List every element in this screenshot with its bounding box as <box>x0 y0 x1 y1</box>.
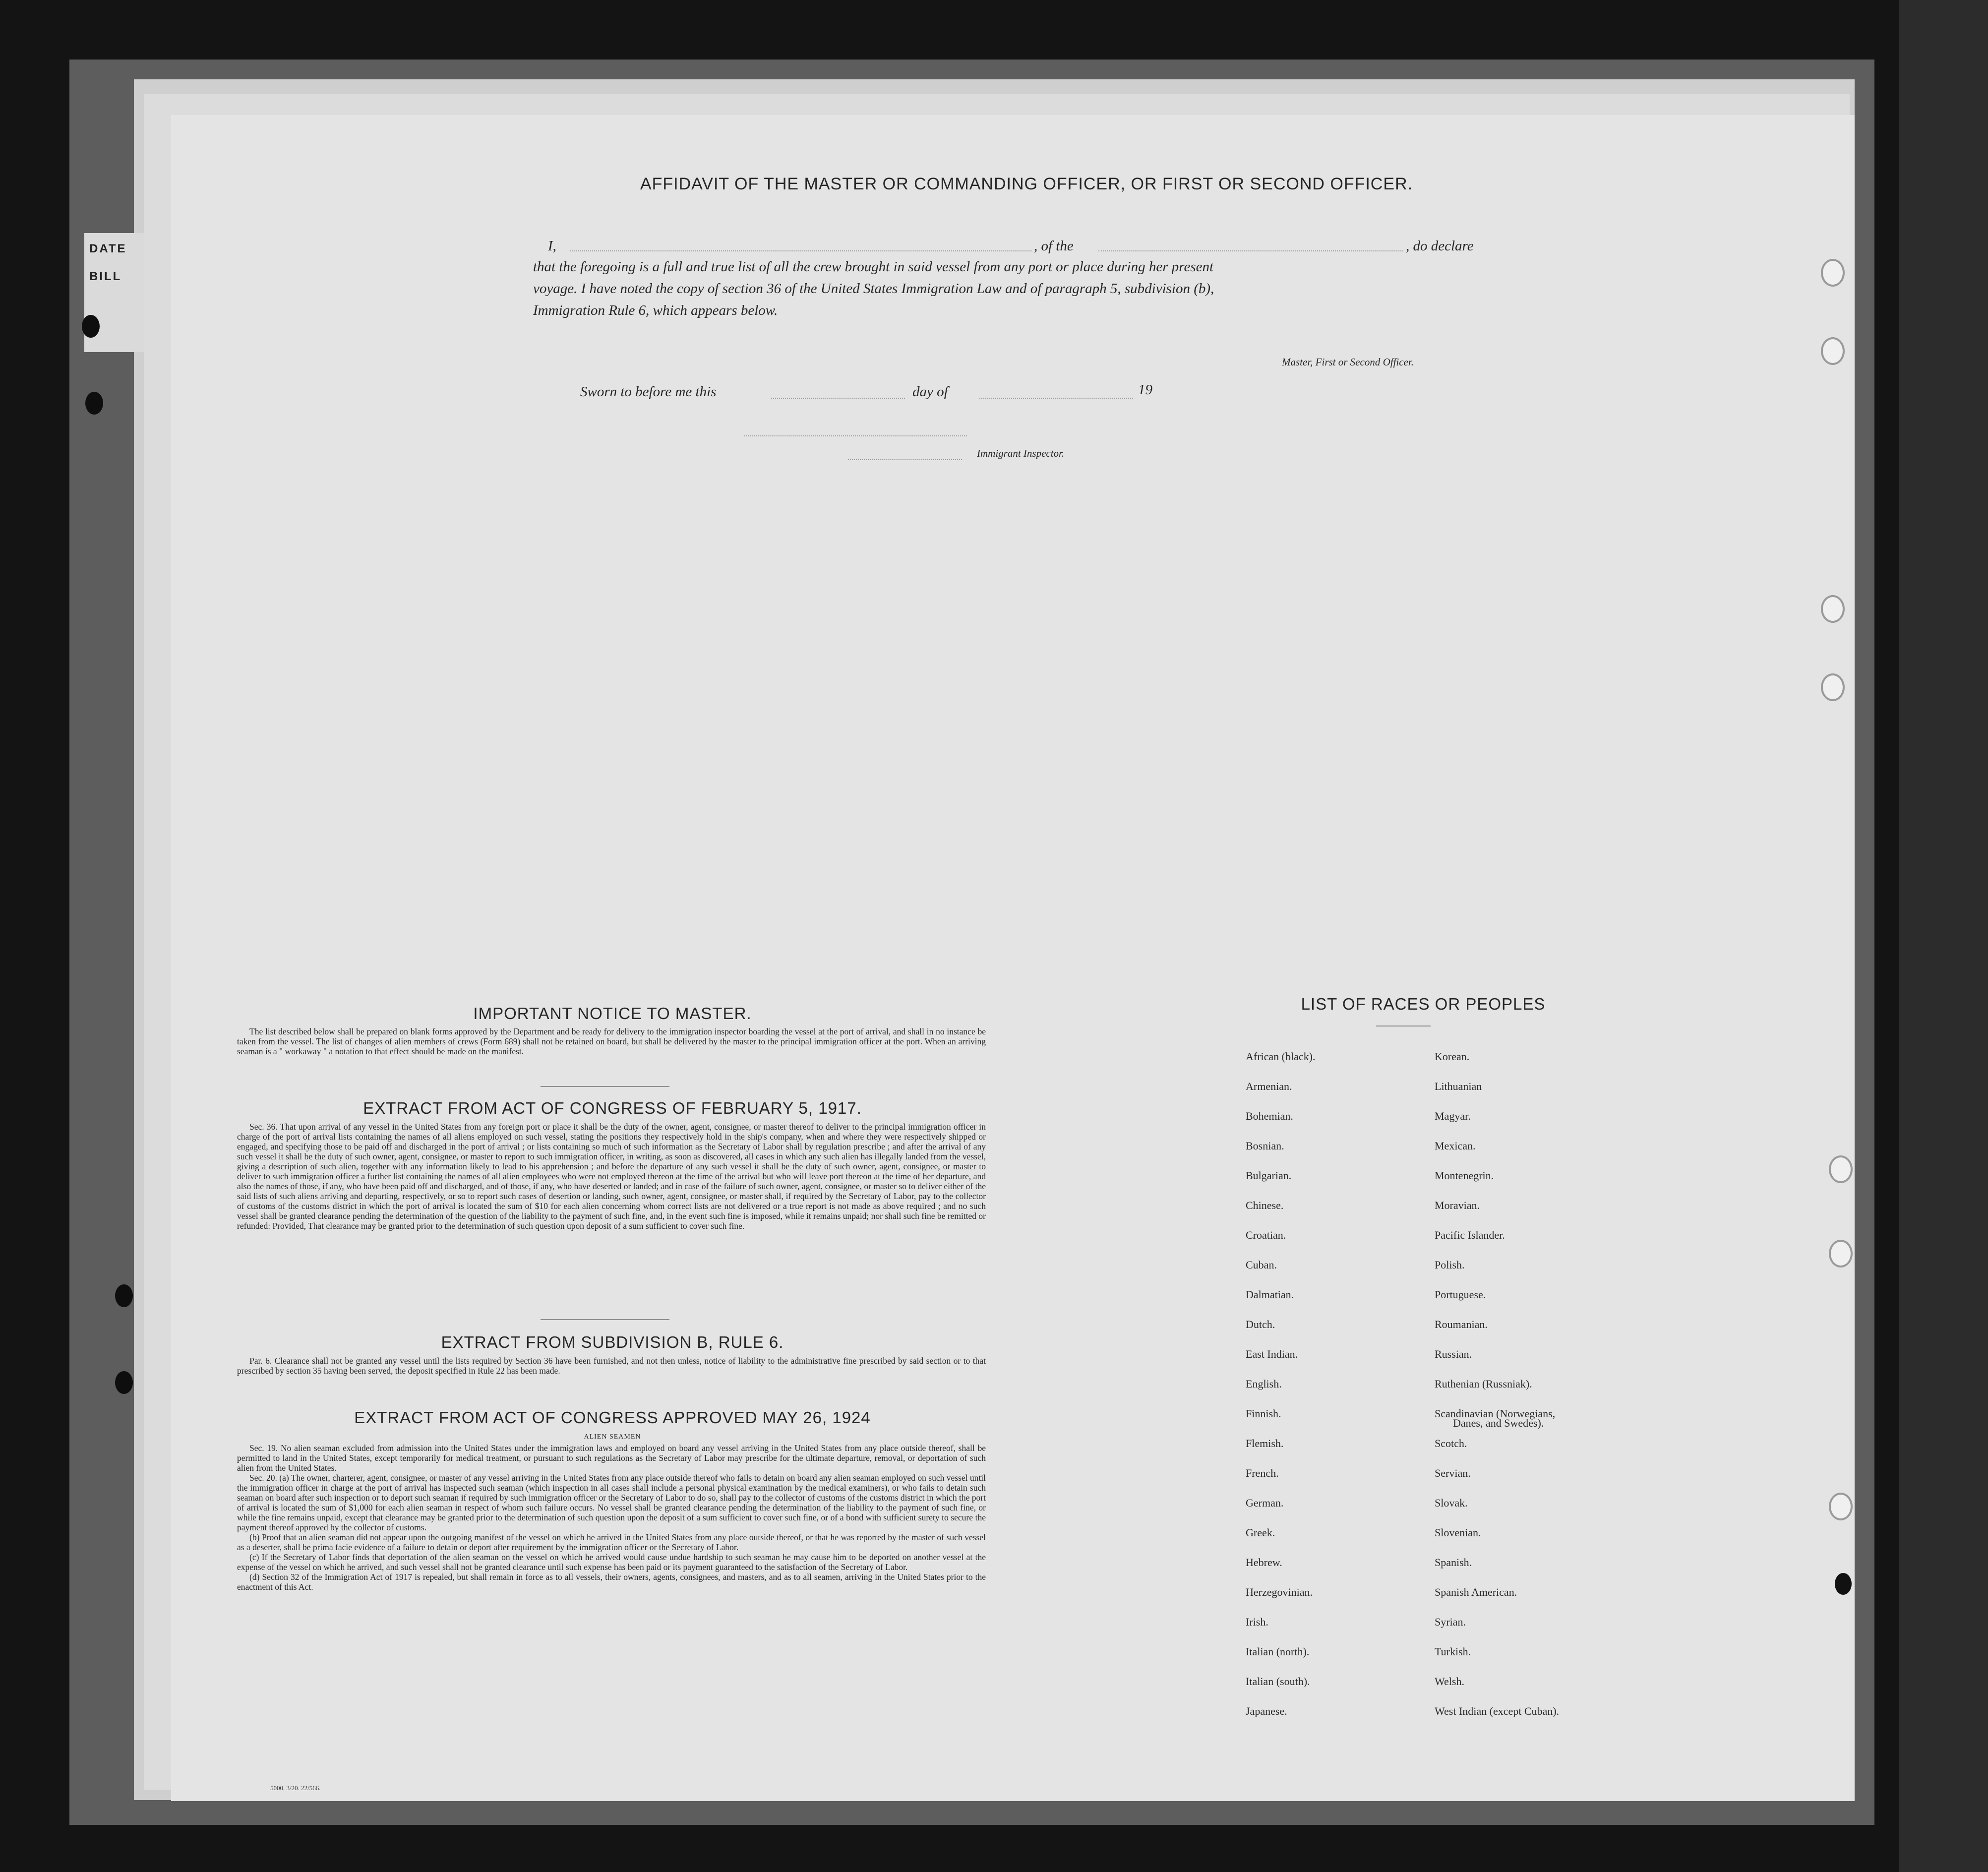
par-6-body: Par. 6. Clearance shall not be granted any vessel until the lists required by Section 36 have been furnished, and not then unless, notice of liability to the administrative fine prescribed by said section or to that prescribed by section 35 having been served, the deposit specified in Rule 22 has been made. <box>237 1356 986 1376</box>
sec-20c-body: (c) If the Secretary of Labor finds that deportation of the alien seaman on the vessel on which he arrived would cause undue hardship to such seaman he may cause him to be deported on another vessel at the expense of the vessel on which he arrived, and such vessel shall not be granted clearance until such expense has been paid or its payment guaranteed to the satisfaction of the Secretary of Labor. <box>237 1552 986 1572</box>
race-entry: English. <box>1246 1378 1282 1390</box>
race-entry: Magyar. <box>1435 1110 1471 1122</box>
race-entry: Servian. <box>1435 1467 1471 1479</box>
race-entry: Moravian. <box>1435 1199 1480 1211</box>
sworn-day-field <box>771 398 905 399</box>
affidavit-line-3: voyage. I have noted the copy of section 36 of the United States Immigration Law and of paragraph 5, subdivision (b), <box>533 281 1214 297</box>
form-code: 5000. 3/20. 22/566. <box>270 1784 321 1792</box>
race-entry: Scandinavian (Norwegians, <box>1435 1407 1556 1420</box>
race-entry: German. <box>1246 1497 1284 1509</box>
section-divider <box>541 1086 669 1087</box>
scanner-edge <box>1899 0 1988 1872</box>
race-entry: Mexican. <box>1435 1140 1476 1152</box>
binder-hole <box>115 1284 133 1307</box>
race-entry: Montenegrin. <box>1435 1169 1494 1182</box>
sec-19-body: Sec. 19. No alien seaman excluded from admission into the United States under the immigration laws and employed on board any vessel arriving in the United States from any place outside thereof, shall be permitted to land in the United States, except temporarily for medical treatment, or pursuant to such regulations as the Secretary of Labor may prescribe for the ultimate departure, removal, or deportation of such alien from the United States. <box>237 1443 986 1473</box>
race-entry: Italian (south). <box>1246 1675 1310 1688</box>
race-entry: Spanish. <box>1435 1556 1472 1569</box>
race-entry: East Indian. <box>1246 1348 1298 1360</box>
race-entry: Japanese. <box>1246 1705 1287 1717</box>
race-entry: Turkish. <box>1435 1645 1471 1658</box>
punch-hole <box>1835 1573 1852 1595</box>
inspector-label: Immigrant Inspector. <box>977 447 1065 459</box>
race-entry: Bosnian. <box>1246 1140 1284 1152</box>
extract-rule6-title: EXTRACT FROM SUBDIVISION B, RULE 6. <box>441 1333 784 1351</box>
race-entry: Cuban. <box>1246 1259 1277 1271</box>
race-entry: Croatian. <box>1246 1229 1286 1241</box>
race-continuation: Danes, and Swedes). <box>1453 1417 1544 1429</box>
extract-rule6-text <box>237 1356 986 1376</box>
race-entry: Herzegovinian. <box>1246 1586 1313 1598</box>
race-entry: Scotch. <box>1435 1437 1467 1449</box>
race-entry: Polish. <box>1435 1259 1465 1271</box>
punch-hole <box>1829 1240 1853 1268</box>
race-entry: Portuguese. <box>1435 1288 1486 1301</box>
race-entry: Ruthenian (Russniak). <box>1435 1378 1532 1390</box>
race-entry: Dutch. <box>1246 1318 1275 1330</box>
punch-hole <box>1821 337 1845 365</box>
punch-hole <box>1821 259 1845 287</box>
race-entry: Hebrew. <box>1246 1556 1282 1569</box>
extract-1924-title: EXTRACT FROM ACT OF CONGRESS APPROVED MAY 26, 1924 <box>354 1408 871 1427</box>
punch-hole <box>1829 1493 1853 1520</box>
inspector-signature-field <box>744 435 967 436</box>
inspector-signature-field-2 <box>848 459 962 460</box>
affidavit-i: I, <box>548 238 556 254</box>
extract-1924-text <box>237 1443 986 1592</box>
binder-hole <box>115 1371 133 1394</box>
affidavit-line-2: that the foregoing is a full and true list of all the crew brought in said vessel from any port or place during her present <box>533 259 1214 275</box>
race-entry: Chinese. <box>1246 1199 1284 1211</box>
race-entry: Roumanian. <box>1435 1318 1488 1330</box>
race-entry: African (black). <box>1246 1050 1316 1063</box>
sec-20d-body: (d) Section 32 of the Immigration Act of 1917 is repealed, but shall remain in force as to all vessels, their owners, agents, consignees, and masters, and as to all seamen, arriving in the United States prior to the enactment of this Act. <box>237 1572 986 1592</box>
binder-hole <box>85 392 103 415</box>
signature-label: Master, First or Second Officer. <box>1282 356 1414 368</box>
year-prefix: 19 <box>1138 382 1152 398</box>
punch-hole <box>1829 1155 1853 1183</box>
stub-date: DATE <box>89 242 127 255</box>
stub-bill: BILL <box>89 270 122 283</box>
alien-seamen-subtitle: ALIEN SEAMEN <box>584 1433 641 1441</box>
race-entry: Pacific Islander. <box>1435 1229 1505 1241</box>
race-entry: Spanish American. <box>1435 1586 1517 1598</box>
affidavit-declare: , do declare <box>1406 238 1474 254</box>
section-divider <box>541 1319 669 1320</box>
sec-20a-body: Sec. 20. (a) The owner, charterer, agent, consignee, or master of any vessel arriving in the United States from any place outside thereof who fails to detain on board any alien seaman employed on such vessel until the immigration officer in charge at the port of arrival has inspected such seaman (which inspection in all cases shall include a personal physical examination by the medical examiners), or who fails to detain such seaman on board after such inspection or to deport such seaman if required by such immigration officer or the Secretary of Labor to do so, shall pay to the collector of customs of the customs district in which the port of arrival is located the sum of $1,000 for each alien seaman in respect of whom such failure occurs. No vessel shall be granted clearance pending the determination of the liability to the payment of such fine, or while the fine remains unpaid, except that clearance may be granted prior to the determination of such question upon the deposit of a sum sufficient to cover such fine, or of a bond with sufficient surety to secure the payment thereof approved by the collector of customs. <box>237 1473 986 1532</box>
affidavit-title: AFFIDAVIT OF THE MASTER OR COMMANDING OFFICER, OR FIRST OR SECOND OFFICER. <box>640 175 1413 193</box>
race-entry: Armenian. <box>1246 1080 1292 1092</box>
race-entry: Slovak. <box>1435 1497 1468 1509</box>
extract-1917-text <box>237 1122 986 1231</box>
sec-20b-body: (b) Proof that an alien seaman did not appear upon the outgoing manifest of the vessel on which he arrived in the United States from any place outside thereof, or that he was reported by the master of such vessel as a deserter, shall be prima facie evidence of a failure to detain or deport after requirement by the immigration officer or the Secretary of Labor. <box>237 1532 986 1552</box>
notice-body: The list described below shall be prepared on blank forms approved by the Department and be ready for delivery to the immigration inspector boarding the vessel at the port of arrival, and shall in no instance be taken from the vessel. The list of changes of alien members of crews (Form 689) shall not be retained on board, but shall be delivered by the master to the principal immigration officer at the port. When an arriving seaman is a " workaway " a notation to that effect should be made on the manifest. <box>237 1027 986 1056</box>
race-entry: Dalmatian. <box>1246 1288 1294 1301</box>
binder-hole <box>82 315 100 338</box>
vessel-name-field <box>1098 250 1403 251</box>
race-entry: Greek. <box>1246 1526 1275 1539</box>
sec-36-body: Sec. 36. That upon arrival of any vessel in the United States from any foreign port or place it shall be the duty of the owner, agent, consignee, or master thereof to deliver to the principal immigration officer in charge of the port of arrival lists containing the names of all aliens employed on such vessel, stating the positions they respectively hold in the ship's company, when and where they were respectively shipped or engaged, and specifying those to be paid off and discharged in the port of arrival ; or lists containing so much of such information as the Secretary of Labor shall by regulation prescribe ; and after the arrival of any such vessel it shall be the duty of such owner, agent, consignee, or master to report to such immigration officer, in writing, as soon as discovered, all cases in which any such alien has illegally landed from the vessel, giving a description of such alien, together with any information likely to lead to his apprehension ; and before the departure of any such vessel it shall be the duty of such owner, agent, consignee, or master to deliver to such immigration officer a further list containing the names of all alien employees who were not employed thereon at the time of the arrival but who will leave port thereon at the time of her departure, and also the names of those, if any, who have been paid off and discharged, and of those, if any, who have deserted or landed; and in case of the failure of such owner, agent, consignee, or master so to deliver either of the said lists of such aliens arriving and departing, respectively, or so to report such cases of desertion or landing, such owner, agent, consignee, or master shall, if required by the Secretary of Labor, pay to the collector of customs of the customs district in which the port of arrival is located the sum of $10 for each alien concerning whom correct lists are not delivered or a true report is not made as above required ; and no such vessel shall be granted clearance pending the determination of the question of the liability to the payment of such fine, and, in the event such fine is imposed, while it remains unpaid; nor shall such fine be remitted or refunded: Provided, That clearance may be granted prior to the determination of such question upon deposit of a sum sufficient to cover such fine. <box>237 1122 986 1231</box>
sworn-month-field <box>979 398 1133 399</box>
race-entry: Irish. <box>1246 1616 1268 1628</box>
race-entry: Bulgarian. <box>1246 1169 1292 1182</box>
race-entry: Syrian. <box>1435 1616 1466 1628</box>
affidavit-line-4: Immigration Rule 6, which appears below. <box>533 302 778 318</box>
punch-hole <box>1821 673 1845 701</box>
race-entry: Russian. <box>1435 1348 1472 1360</box>
race-entry: Lithuanian <box>1435 1080 1482 1092</box>
affidavit-of-the: , of the <box>1034 238 1074 254</box>
punch-hole <box>1821 595 1845 623</box>
notice-title: IMPORTANT NOTICE TO MASTER. <box>473 1004 752 1023</box>
race-entry: Finnish. <box>1246 1407 1281 1420</box>
sworn-text: Sworn to before me this <box>580 384 717 400</box>
race-entry: Bohemian. <box>1246 1110 1293 1122</box>
race-entry: Flemish. <box>1246 1437 1284 1449</box>
races-divider <box>1376 1026 1431 1027</box>
extract-1917-title: EXTRACT FROM ACT OF CONGRESS OF FEBRUARY 5, 1917. <box>363 1099 862 1117</box>
race-entry: Korean. <box>1435 1050 1470 1063</box>
races-title: LIST OF RACES OR PEOPLES <box>1301 995 1546 1013</box>
race-entry: Italian (north). <box>1246 1645 1310 1658</box>
race-entry: Welsh. <box>1435 1675 1464 1688</box>
master-name-field <box>570 250 1031 251</box>
notice-text <box>237 1027 986 1056</box>
race-entry: West Indian (except Cuban). <box>1435 1705 1560 1717</box>
race-entry: Slovenian. <box>1435 1526 1481 1539</box>
day-of-text: day of <box>912 384 948 400</box>
race-entry: French. <box>1246 1467 1279 1479</box>
